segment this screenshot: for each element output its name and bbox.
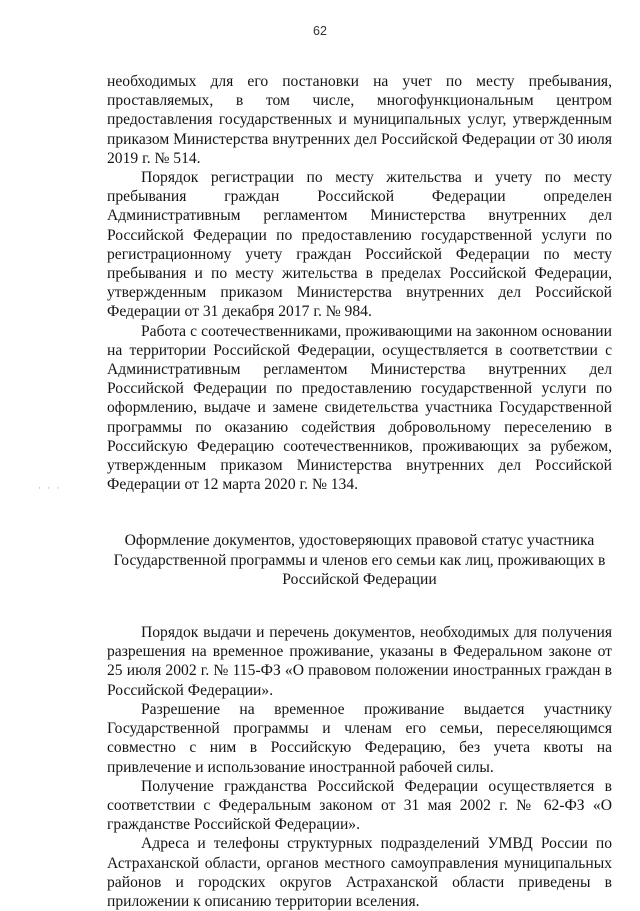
section-heading-line-2: Государственной программы и членов его семьи как лиц, проживающих в: [113, 551, 606, 569]
scan-artifact-mark: · · ·: [38, 483, 62, 493]
section-heading-line-3: Российской Федерации: [282, 570, 437, 588]
section-heading: [107, 531, 612, 589]
paragraph-registration-procedure: Порядок регистрации по месту жительства и учету по месту пребывания граждан Российской Федерации определен Административным регламентом Министерства внутренних дел Российской Федерации по предоставлению государственной услуги по регистрационному учету граждан Российской Федерации по месту пребывания и по месту жительства в пределах Российской Федерации, утвержденным приказом Министерства внутренних дел Российской Федерации от 31 декабря 2017 г. № 984.: [107, 169, 612, 321]
document-body: [107, 72, 612, 911]
page-number: 62: [313, 24, 327, 38]
section-heading-line-1: Оформление документов, удостоверяющих правовой статус участника: [124, 532, 595, 550]
paragraph-citizenship: Получение гражданства Российской Федерации осуществляется в соответствии с Федеральным законом от 31 мая 2002 г. № 62-ФЗ «О гражданстве Российской Федерации».: [107, 777, 612, 834]
paragraph-contacts-addresses: Адреса и телефоны структурных подразделений УМВД России по Астраханской области, органов местного самоуправления муниципальных районов и городских округов Астраханской области приведены в приложении к описанию территории вселения.: [107, 835, 612, 910]
paragraph-registration-stay-continuation: необходимых для его постановки на учет по месту пребывания, проставляемых, в том числе, многофункциональным центром предоставления государственных и муниципальных услуг, утвержденным приказом Министерства внутренних дел Российской Федерации от 30 июля 2019 г. № 514.: [107, 73, 612, 167]
paragraph-temporary-residence-permit: Разрешение на временное проживание выдается участнику Государственной программы и членам его семьи, переселяющимся совместно с ним в Российскую Федерацию, без учета квоты на привлечение и использование иностранной рабочей силы.: [107, 700, 612, 776]
paragraph-temporary-residence-documents: Порядок выдачи и перечень документов, необходимых для получения разрешения на временное проживание, указаны в Федеральном законе от 25 июля 2002 г. № 115-ФЗ «О правовом положении иностранных граждан в Российской Федерации».: [107, 624, 612, 699]
paragraph-compatriots-work: Работа с соотечественниками, проживающими на законном основании на территории Российской Федерации, осуществляется в соответствии с Административным регламентом Министерства внутренних дел Российской Федерации по предоставлению государственной услуги по оформлению, выдаче и замене свидетельства участника Государственной программы по оказанию содействия добровольному переселению в Российскую Федерацию соотечественников, проживающих за рубежом, утвержденным приказом Министерства внутренних дел Российской Федерации от 12 марта 2020 г. № 134.: [107, 322, 612, 494]
